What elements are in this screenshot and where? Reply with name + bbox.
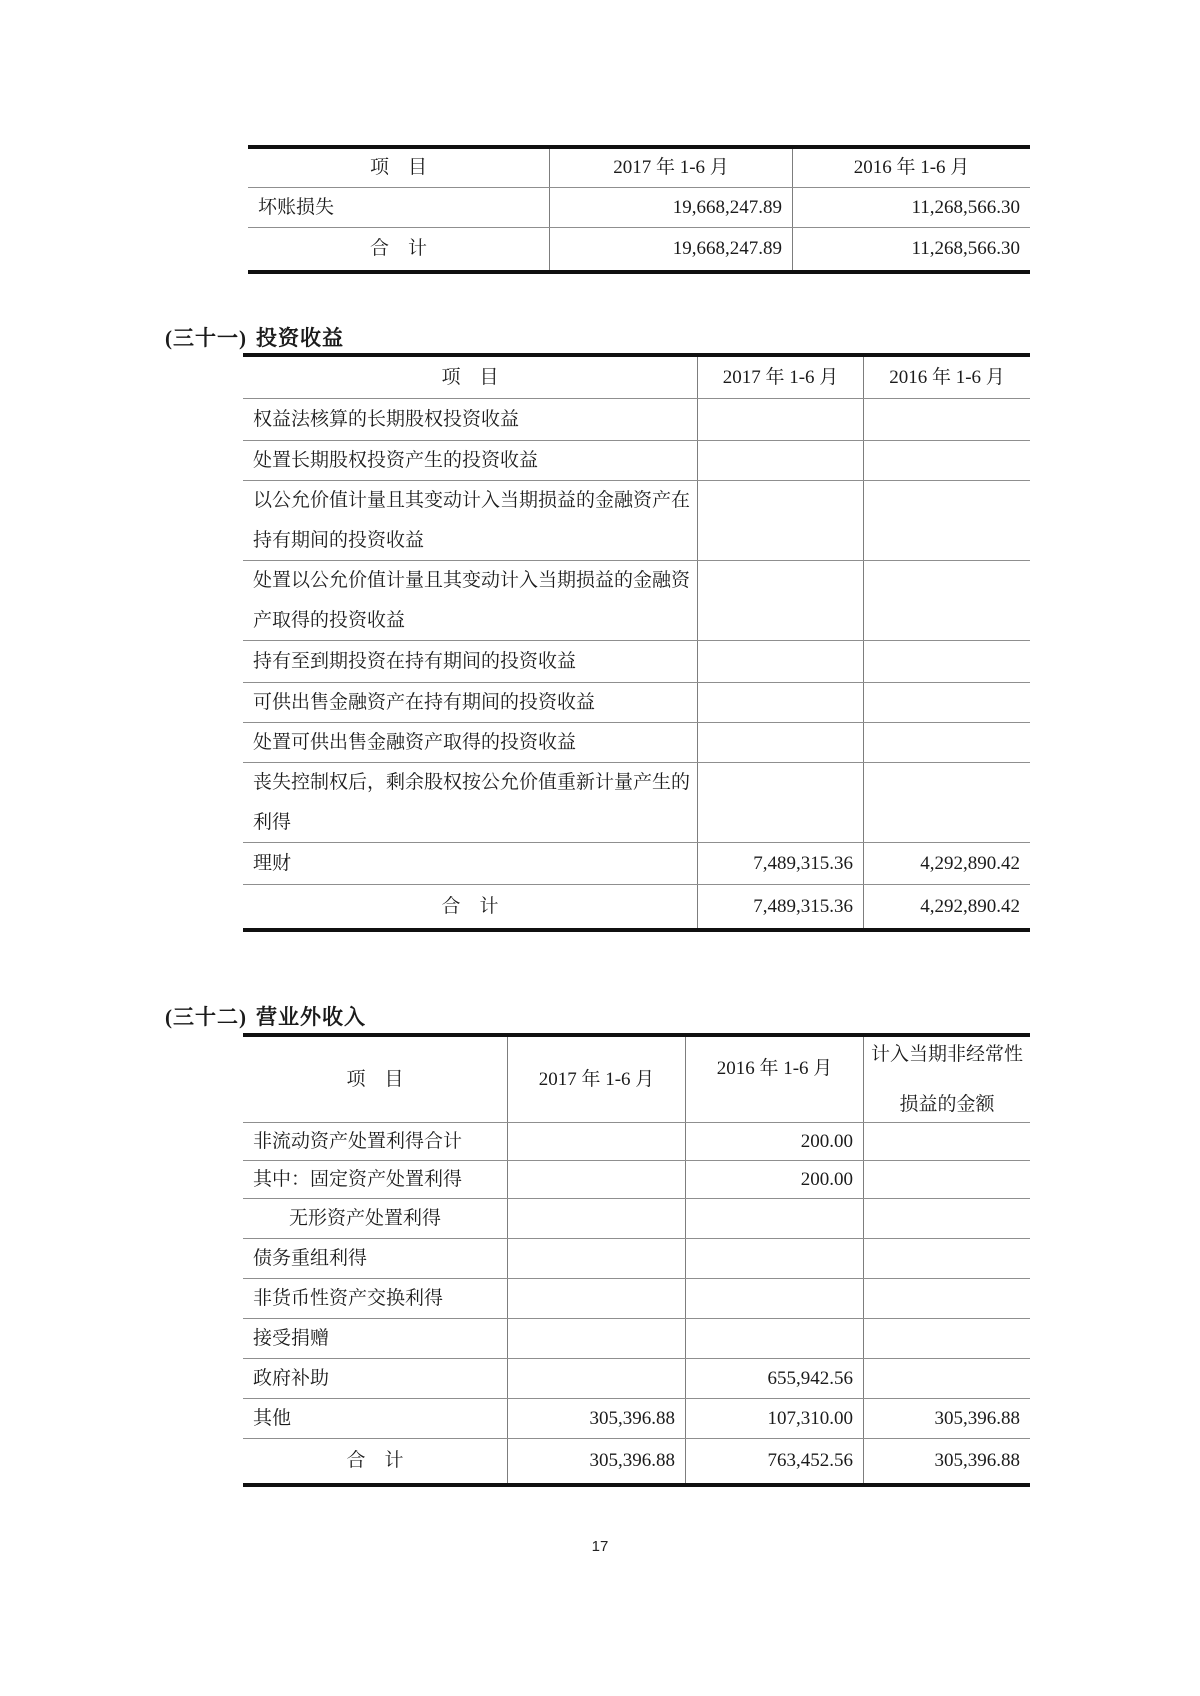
table-row <box>243 399 1030 441</box>
total-nonrecurring: 305,396.88 <box>863 1439 1030 1483</box>
value-2017 <box>507 1279 685 1318</box>
table-header-row <box>243 1037 1030 1123</box>
value-2017 <box>507 1199 685 1238</box>
section-32-title: 营业外收入 <box>256 1005 366 1029</box>
header-2017: 2017 年 1-6 月 <box>507 1037 685 1122</box>
value-2016: 200.00 <box>685 1161 863 1198</box>
value-2017: 19,668,247.89 <box>549 188 792 227</box>
table-row <box>243 1359 1030 1399</box>
total-2017: 19,668,247.89 <box>549 228 792 270</box>
row-label: 其他 <box>253 1407 292 1429</box>
row-label: 债务重组利得 <box>253 1247 368 1269</box>
table-header-row <box>248 149 1030 188</box>
value-2016 <box>685 1199 863 1238</box>
value-2016: 107,310.00 <box>685 1399 863 1438</box>
row-label: 无形资产处置利得 <box>289 1207 442 1229</box>
total-2016: 4,292,890.42 <box>863 885 1030 928</box>
row-label: 非货币性资产交换利得 <box>253 1287 444 1309</box>
table-total-row <box>243 1439 1030 1483</box>
value-2016 <box>863 683 1030 722</box>
value-2016 <box>685 1239 863 1278</box>
value-2017 <box>697 399 863 440</box>
total-2017: 305,396.88 <box>507 1439 685 1483</box>
row-label: 权益法核算的长期股权投资收益 <box>253 408 520 430</box>
table-total-row <box>248 228 1030 270</box>
table-row <box>243 1279 1030 1319</box>
total-label: 合 计 <box>369 238 427 259</box>
value-2016: 200.00 <box>685 1123 863 1160</box>
table-row <box>248 188 1030 228</box>
row-label: 其中：固定资产处置利得 <box>253 1168 463 1190</box>
value-2016 <box>863 481 1030 560</box>
value-nonrecurring: 305,396.88 <box>863 1399 1030 1438</box>
value-2017 <box>697 763 863 842</box>
row-label: 坏账损失 <box>258 196 335 218</box>
value-2017 <box>507 1239 685 1278</box>
value-2017 <box>697 723 863 762</box>
value-2017: 305,396.88 <box>507 1399 685 1438</box>
value-nonrecurring <box>863 1161 1030 1198</box>
value-2016 <box>685 1319 863 1358</box>
value-2017 <box>697 481 863 560</box>
row-label: 可供出售金融资产在持有期间的投资收益 <box>253 691 596 713</box>
row-label: 接受捐赠 <box>253 1327 330 1349</box>
table-row <box>243 1399 1030 1439</box>
row-label: 非流动资产处置利得合计 <box>253 1130 463 1152</box>
section-31-title: 投资收益 <box>256 326 344 350</box>
table-row <box>243 1199 1030 1239</box>
table-row <box>243 723 1030 763</box>
value-2017 <box>697 683 863 722</box>
header-nonrecurring <box>863 1037 1030 1122</box>
non-operating-income-table <box>243 1033 1030 1487</box>
value-nonrecurring <box>863 1239 1030 1278</box>
header-item: 项 目 <box>441 366 499 388</box>
section-32-number: (三十二) <box>165 1005 247 1029</box>
page-number: 17 <box>591 1538 609 1555</box>
value-nonrecurring <box>863 1279 1030 1318</box>
header-nonrecurring-line2: 损益的金额 <box>899 1093 995 1115</box>
header-item: 项 目 <box>346 1068 404 1090</box>
row-label: 丧失控制权后，剩余股权按公允价值重新计量产生的利得 <box>253 771 691 833</box>
section-31-heading <box>165 322 344 352</box>
value-2016 <box>863 399 1030 440</box>
row-label: 理财 <box>253 852 292 874</box>
bad-debt-loss-table <box>248 145 1030 274</box>
section-31-number: (三十一) <box>165 326 247 350</box>
section-32-heading <box>165 1001 366 1031</box>
value-2017 <box>507 1359 685 1398</box>
total-label: 合 计 <box>346 1450 404 1471</box>
value-2017 <box>507 1319 685 1358</box>
investment-income-table <box>243 353 1030 932</box>
value-nonrecurring <box>863 1359 1030 1398</box>
row-label: 处置长期股权投资产生的投资收益 <box>253 449 539 471</box>
value-2016 <box>863 441 1030 480</box>
value-2016: 655,942.56 <box>685 1359 863 1398</box>
value-2016 <box>863 723 1030 762</box>
value-nonrecurring <box>863 1319 1030 1358</box>
value-2016: 11,268,566.30 <box>792 188 1030 227</box>
table-row <box>243 843 1030 885</box>
value-2017 <box>697 641 863 682</box>
value-2016 <box>863 763 1030 842</box>
header-2016: 2016 年 1-6 月 <box>863 357 1030 398</box>
table-header-row <box>243 357 1030 399</box>
row-label: 以公允价值计量且其变动计入当期损益的金融资产在持有期间的投资收益 <box>253 489 691 551</box>
value-2017 <box>507 1123 685 1160</box>
value-2016 <box>863 641 1030 682</box>
table-row <box>243 1123 1030 1161</box>
header-item: 项 目 <box>369 157 427 178</box>
header-2016: 2016 年 1-6 月 <box>685 1037 863 1122</box>
table-row <box>243 763 1030 843</box>
value-2017 <box>507 1161 685 1198</box>
value-2017: 7,489,315.36 <box>697 843 863 884</box>
value-2016 <box>685 1279 863 1318</box>
total-2016: 11,268,566.30 <box>792 228 1030 270</box>
table-row <box>243 441 1030 481</box>
value-2016 <box>863 561 1030 640</box>
value-2016: 4,292,890.42 <box>863 843 1030 884</box>
value-nonrecurring <box>863 1199 1030 1238</box>
row-label: 持有至到期投资在持有期间的投资收益 <box>253 650 577 672</box>
row-label: 处置可供出售金融资产取得的投资收益 <box>253 731 577 753</box>
value-2017 <box>697 441 863 480</box>
table-row <box>243 683 1030 723</box>
table-row <box>243 1161 1030 1199</box>
row-label: 处置以公允价值计量且其变动计入当期损益的金融资产取得的投资收益 <box>253 569 691 631</box>
table-total-row <box>243 885 1030 928</box>
header-2017: 2017 年 1-6 月 <box>697 357 863 398</box>
table-row <box>243 561 1030 641</box>
row-label: 政府补助 <box>253 1367 330 1389</box>
total-2017: 7,489,315.36 <box>697 885 863 928</box>
value-2017 <box>697 561 863 640</box>
header-nonrecurring-line1: 计入当期非经常性 <box>870 1043 1023 1065</box>
table-row <box>243 1319 1030 1359</box>
total-2016: 763,452.56 <box>685 1439 863 1483</box>
total-label: 合 计 <box>441 895 499 917</box>
header-2016: 2016 年 1-6 月 <box>792 149 1030 187</box>
table-row <box>243 481 1030 561</box>
table-row <box>243 1239 1030 1279</box>
table-row <box>243 641 1030 683</box>
header-2017: 2017 年 1-6 月 <box>549 149 792 187</box>
value-nonrecurring <box>863 1123 1030 1160</box>
